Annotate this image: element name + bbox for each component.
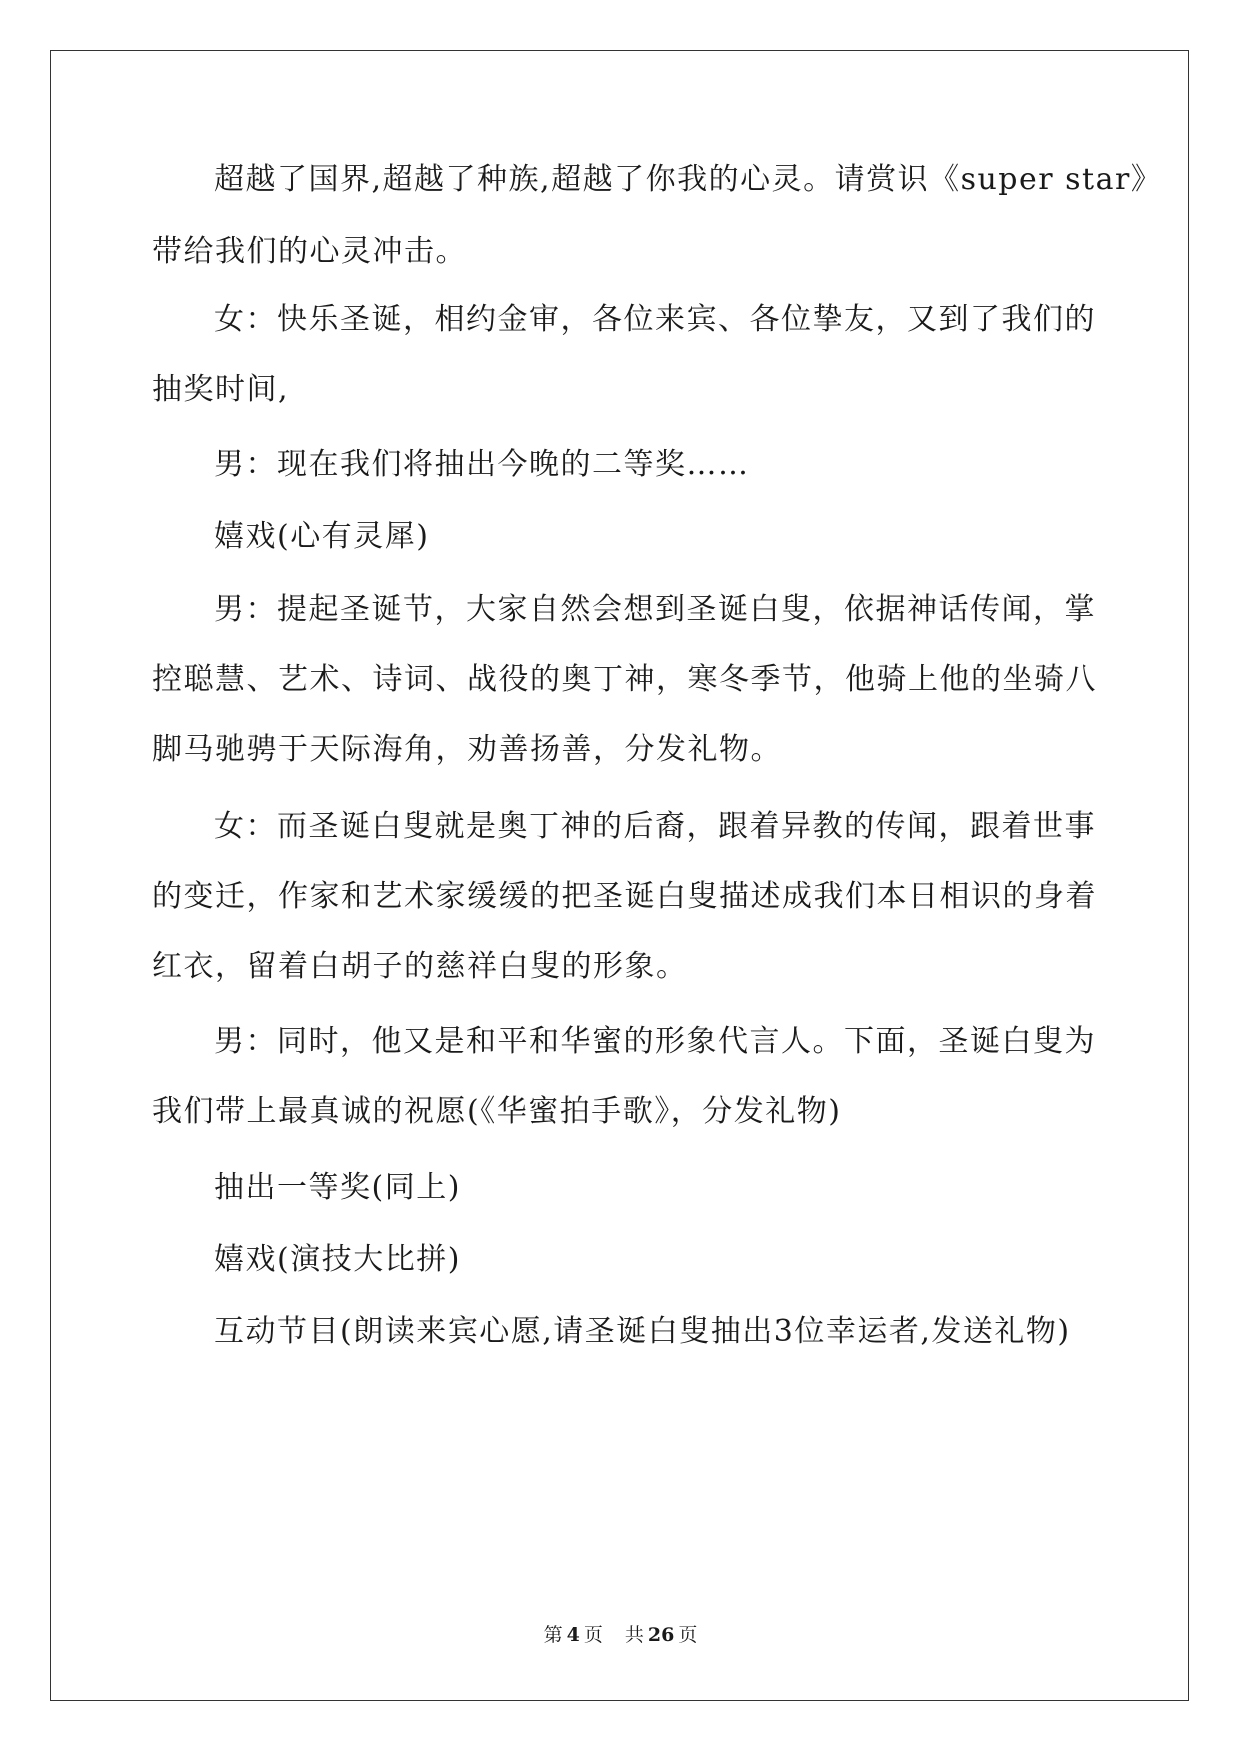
page-border <box>50 50 1189 1701</box>
text-line-14: 我们带上最真诚的祝愿(《华蜜拍手歌》，分发礼物) <box>152 1094 842 1129</box>
text-line-7: 男：提起圣诞节，大家自然会想到圣诞白叟，依据神话传闻，掌 <box>214 592 1096 627</box>
text-line-12: 红衣，留着白胡子的慈祥白叟的形象。 <box>152 949 688 984</box>
footer-total-prefix: 共 <box>624 1624 644 1646</box>
text-line-4: 抽奖时间, <box>152 372 290 407</box>
text-line-9: 脚马驰骋于天际海角，劝善扬善，分发礼物。 <box>152 732 782 767</box>
text-line-8: 控聪慧、艺术、诗词、战役的奥丁神，寒冬季节，他骑上他的坐骑八 <box>152 662 1097 697</box>
footer-prefix: 第 <box>543 1624 563 1646</box>
current-page-number: 4 <box>566 1624 580 1646</box>
text-line-10: 女：而圣诞白叟就是奥丁神的后裔，跟着异教的传闻，跟着世事 <box>214 809 1096 844</box>
text-line-15: 抽出一等奖(同上) <box>214 1170 461 1205</box>
text-line-13: 男：同时，他又是和平和华蜜的形象代言人。下面，圣诞白叟为 <box>214 1024 1096 1059</box>
footer-total-suffix: 页 <box>678 1624 698 1646</box>
text-line-2: 带给我们的心灵冲击。 <box>152 234 467 269</box>
text-line-6: 嬉戏(心有灵犀) <box>214 519 430 554</box>
text-line-5: 男：现在我们将抽出今晚的二等奖…… <box>214 447 750 482</box>
text-line-11: 的变迁，作家和艺术家缓缓的把圣诞白叟描述成我们本日相识的身着 <box>152 879 1097 914</box>
footer-page-suffix: 页 <box>583 1624 603 1646</box>
text-line-16: 嬉戏(演技大比拼) <box>214 1242 461 1277</box>
text-line-3: 女：快乐圣诞，相约金审，各位来宾、各位挚友，又到了我们的 <box>214 302 1096 337</box>
text-line-17: 互动节目(朗读来宾心愿,请圣诞白叟抽出3位幸运者,发送礼物) <box>214 1314 1071 1349</box>
total-page-count: 26 <box>647 1624 675 1646</box>
page-footer <box>0 1622 1241 1648</box>
text-line-1: 超越了国界,超越了种族,超越了你我的心灵。请赏识《super star》 <box>214 162 1163 197</box>
